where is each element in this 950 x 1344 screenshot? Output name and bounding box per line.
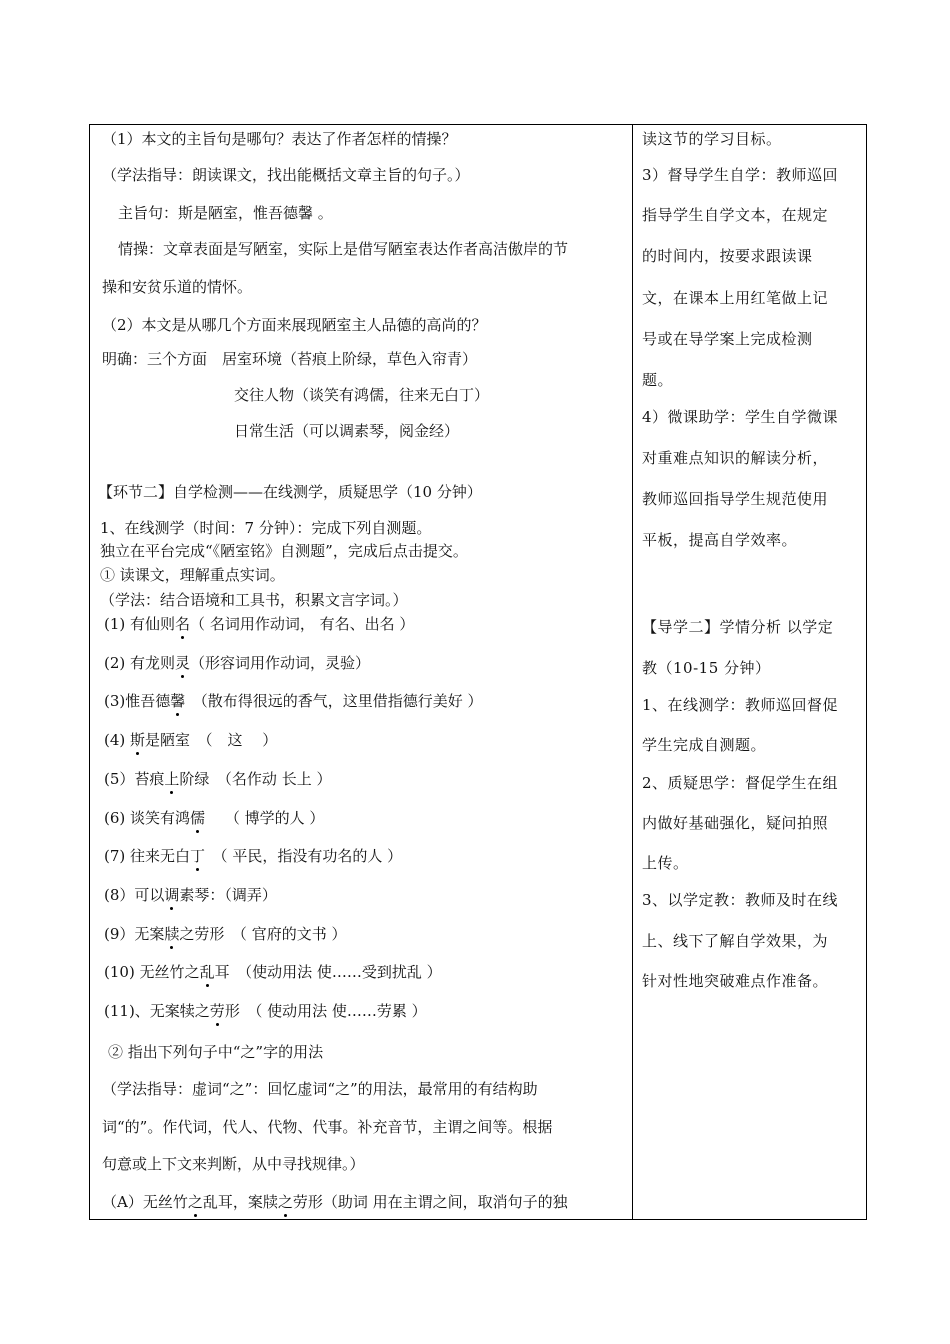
emphasized-character: 丁 (190, 847, 206, 865)
text-line-w6 (104, 808, 324, 828)
text-line-w10 (104, 962, 442, 982)
text-segment: （ 博学的人 ） (205, 809, 325, 827)
text-segment: （ 平民，指没有功名的人 ） (205, 847, 403, 865)
guidance-line-r10: 教师巡回指导学生规范使用 (642, 490, 829, 508)
guidance-line-r11: 平板，提高自学效率。 (642, 531, 798, 549)
text-segment: （学法指导：虚词“之”：回忆虚词“之”的用法，最常用的有结构助 (102, 1080, 538, 1098)
text-segment: 交往人物（谈笑有鸿儒，往来无白丁） (234, 386, 490, 404)
emphasized-character: 儒 (190, 809, 206, 827)
text-line-w11 (104, 1001, 427, 1021)
text-segment: ② 指出下列句子中“之”字的用法 (108, 1043, 324, 1061)
text-segment: (7) 往来无白 (104, 847, 191, 865)
text-segment: 明确：三个方面 居室环境（苔痕上阶绿，草色入帘青） (102, 350, 478, 368)
text-line-s2-intro-1 (100, 518, 431, 538)
text-line-w8 (104, 885, 277, 905)
text-segment: 【环节二】自学检测——在线测学，质疑思学（10 分钟） (98, 483, 482, 501)
text-line-q1-theme (118, 203, 333, 223)
text-segment: (9）无案 (104, 925, 165, 943)
text-line-q1-sentiment-2 (102, 277, 252, 297)
text-segment: 阶绿 （名作动 长上 ） (179, 770, 332, 788)
text-line-s2-task2-guide-1 (102, 1079, 538, 1099)
text-line-s2-task1 (100, 565, 285, 585)
guidance-line-r13: 教（10-15 分钟） (642, 659, 771, 677)
guidance-line-r2: 3）督导学生自学：教师巡回 (642, 166, 839, 184)
text-segment: 乱耳，案牍 (202, 1193, 278, 1211)
lesson-table (89, 124, 867, 1220)
emphasized-character: 之 (187, 1193, 203, 1211)
text-segment: 1、在线测学（时间：7 分钟）：完成下列自测题。 (100, 519, 432, 537)
text-segment: （学法指导：朗读课文，找出能概括文章主旨的句子。） (102, 166, 470, 184)
guidance-line-r18: 上传。 (642, 854, 689, 872)
text-segment: （散布得很远的香气，这里借指德行美好 ） (185, 692, 483, 710)
guidance-line-r16: 2、质疑思学：督促学生在组 (642, 774, 839, 792)
text-segment: （形容词用作动词，灵验） (190, 654, 371, 672)
text-segment: (1) 有仙则 (104, 615, 176, 633)
text-segment: 词“的”。作代词，代人、代物、代事。补充音节，主谓之间等。根据 (102, 1118, 553, 1136)
text-line-q2 (102, 315, 487, 335)
guidance-line-r4: 的时间内，按要求跟读课 (642, 247, 813, 265)
text-line-s2-task2-guide-3 (102, 1154, 365, 1174)
text-segment: 主旨句：斯是陋室，惟吾德馨 。 (118, 204, 333, 222)
text-line-q1-sentiment-1 (118, 239, 568, 259)
text-segment: ① 读课文，理解重点实词。 (100, 566, 285, 584)
text-line-w5 (104, 769, 331, 789)
text-line-q2-answer-1 (102, 349, 477, 369)
guidance-line-r12: 【导学二】学情分析 以学定 (642, 618, 834, 636)
text-segment: （ 名词用作动词， 有名、出名 ） (190, 615, 415, 633)
guidance-line-r6: 号或在导学案上完成检测 (642, 330, 813, 348)
text-line-s2-intro-2 (100, 541, 468, 561)
column-divider (632, 125, 633, 1219)
text-line-section2-title (98, 482, 482, 502)
text-segment: (3)惟吾德 (104, 692, 171, 710)
text-line-w7 (104, 846, 402, 866)
guidance-line-r14: 1、在线测学：教师巡回督促 (642, 696, 839, 714)
emphasized-character: 名 (175, 615, 191, 633)
text-segment: (11)、无案犊之 (104, 1002, 210, 1020)
text-segment: （2）本文是从哪几个方面来展现陋室主人品德的高尚的？ (102, 316, 487, 334)
text-segment: （1）本文的主旨句是哪句？表达了作者怎样的情操？ (102, 130, 457, 148)
emphasized-character: 斯 (130, 731, 146, 749)
guidance-line-r19: 3、以学定教：教师及时在线 (642, 891, 839, 909)
text-line-q2-answer-2 (234, 385, 489, 405)
guidance-line-r8: 4）微课助学：学生自学微课 (642, 408, 839, 426)
text-segment: 素琴：（调弄） (179, 886, 277, 904)
text-segment: 耳 （使动用法 使……受到扰乱 ） (214, 963, 442, 981)
text-segment: 劳形（助词 用在主谓之间，取消句子的独 (292, 1193, 568, 1211)
text-line-w2 (104, 653, 370, 673)
text-line-s2-task2-guide-2 (102, 1117, 552, 1137)
guidance-line-r7: 题。 (642, 371, 674, 389)
text-segment: (5）苔痕 (104, 770, 165, 788)
text-line-s2-task2 (108, 1042, 323, 1062)
text-segment: (10) 无丝竹之 (104, 963, 200, 981)
guidance-line-r9: 对重难点知识的解读分析， (642, 449, 829, 467)
guidance-line-r20: 上、线下了解自学效果，为 (642, 932, 829, 950)
text-segment: （学法：结合语境和工具书，积累文言字词。） (100, 591, 408, 609)
text-line-w9 (104, 924, 346, 944)
text-line-q1 (102, 129, 457, 149)
text-segment: (2) 有龙则 (104, 654, 176, 672)
text-segment: (8）可以 (104, 886, 165, 904)
emphasized-character: 牍 (164, 925, 180, 943)
guidance-line-r3: 指导学生自学文本，在规定 (642, 206, 829, 224)
text-segment: 操和安贫乐道的情怀。 (102, 278, 253, 296)
text-line-w4 (104, 730, 277, 750)
text-line-s2-task2-a (102, 1192, 568, 1212)
emphasized-character: 上 (164, 770, 180, 788)
text-line-s2-task1-guide (100, 590, 408, 610)
emphasized-character: 灵 (175, 654, 191, 672)
text-segment: 形 （ 使动用法 使……劳累 ） (224, 1002, 427, 1020)
text-segment: 独立在平台完成“《陋室铭》自测题”，完成后点击提交。 (100, 542, 468, 560)
guidance-line-r5: 文，在课本上用红笔做上记 (642, 289, 829, 307)
text-segment: 句意或上下文来判断，从中寻找规律。） (102, 1155, 365, 1173)
guidance-line-r21: 针对性地突破难点作准备。 (642, 972, 829, 990)
emphasized-character: 馨 (170, 692, 186, 710)
text-line-q1-guide (102, 165, 470, 185)
text-segment: (4) (104, 731, 131, 749)
emphasized-character: 之 (277, 1193, 293, 1211)
text-segment: （A）无丝竹 (102, 1193, 188, 1211)
text-segment: (6) 谈笑有鸿 (104, 809, 191, 827)
guidance-line-r15: 学生完成自测题。 (642, 736, 767, 754)
text-segment: 之劳形 （ 官府的文书 ） (179, 925, 347, 943)
emphasized-character: 劳 (209, 1002, 225, 1020)
text-line-w3 (104, 691, 483, 711)
text-line-w1 (104, 614, 414, 634)
emphasized-character: 乱 (199, 963, 215, 981)
emphasized-character: 调 (164, 886, 180, 904)
text-segment: 情操：文章表面是写陋室，实际上是借写陋室表达作者高洁傲岸的节 (118, 240, 569, 258)
text-segment: 日常生活（可以调素琴，阅金经） (234, 422, 460, 440)
guidance-line-r17: 内做好基础强化，疑问拍照 (642, 814, 829, 832)
guidance-line-r1: 读这节的学习目标。 (642, 130, 782, 148)
text-segment: 是陋室 （ 这 ） (145, 731, 278, 749)
text-line-q2-answer-3 (234, 421, 459, 441)
